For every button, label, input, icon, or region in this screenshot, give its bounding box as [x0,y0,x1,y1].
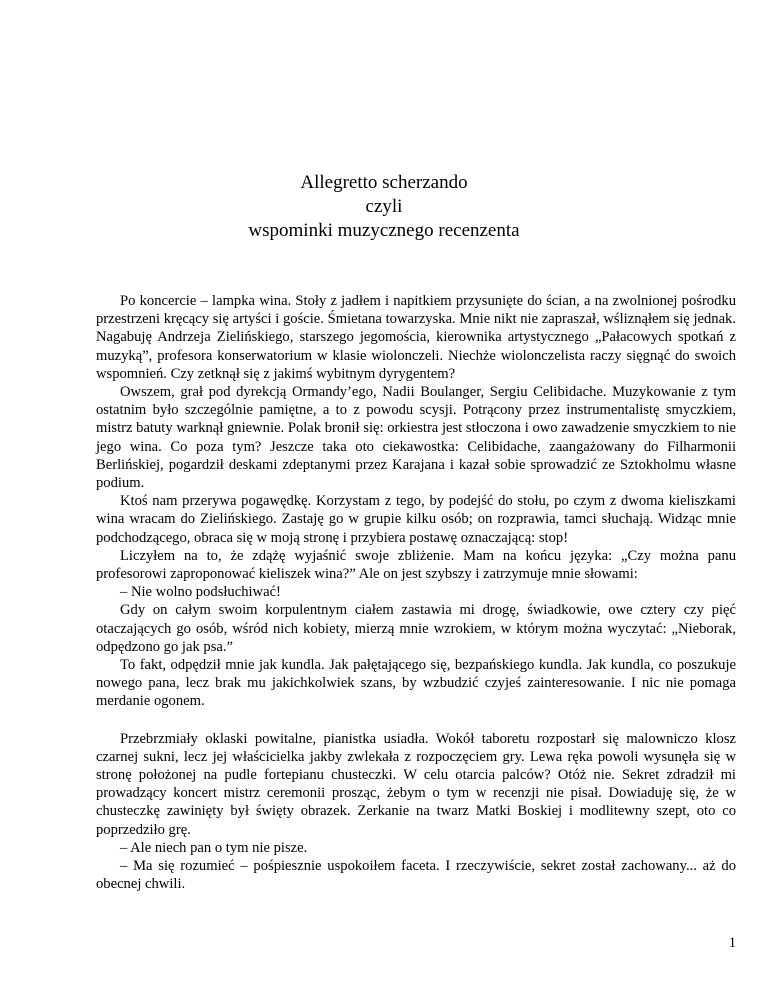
paragraph-8: Przebrzmiały oklaski powitalne, pianistka usiadła. Wokół taboretu rozpostarł się malowniczo klosz czarnej sukni, lecz jej właścicielka jakby zwlekała z rozpoczęciem gry. Lewa ręka powoli wysunęła się w stronę położonej na pudle fortepianu chusteczki. W celu otarcia palców? Otóż nie. Sekret zdradził mi prowadzący koncert mistrz ceremonii prosząc, żebym o tym w recenzji nie pisał. Dowiaduję się, że w chusteczkę zawinięty był święty obrazek. Zerkanie na twarz Matki Boskiej i modlitewny szept, oto co poprzedziło grę. [96,730,736,838]
title-line-2: czyli [365,196,403,217]
paragraph-3: Ktoś nam przerywa pogawędkę. Korzystam z tego, by podejść do stołu, po czym z dwoma kieliszkami wina wracam do Zielińskiego. Zastaję go w grupie kilku osób; on rozprawia, tamci słuchają. Widząc mnie podchodzącego, obraca się w moją stronę i przybiera postawę oznaczającą: stop! [96,493,736,546]
paragraph-1: Po koncercie – lampka wina. Stoły z jadłem i napitkiem przysunięte do ścian, a na zwolnionej pośrodku przestrzeni kręcący się artyści i goście. Śmietana towarzyska. Mnie nikt nie zapraszał, wśliznąłem się jednak. Nagabuję Andrzeja Zielińskiego, starszego jegomościa, kierownika artystycznego „Pałacowych spotkań z muzyką”, profesora konserwatorium w klasie wiolonczeli. Niechże wiolonczelista raczy sięgnąć do swoich wspomnień. Czy zetknął się z jakimś wybitnym dyrygentem? [96,293,736,382]
paragraph-4: Liczyłem na to, że zdążę wyjaśnić swoje zbliżenie. Mam na końcu języka: „Czy można panu profesorowi zaproponować kieliszek wina?” Ale on jest szybszy i zatrzymuje mnie słowami: [96,547,736,583]
paragraph-2: Owszem, grał pod dyrekcją Ormandy’ego, Nadii Boulanger, Sergiu Celibidache. Muzykowanie z tym ostatnim było szczególnie pamiętne, a to z powodu scysji. Potrącony przez instrumentalistę smyczkiem, mistrz batuty warknął gniewnie. Polak bronił się: orkiestra jest stłoczona i owo zawadzenie smyczkiem to nie jego wina. Co poza tym? Jeszcze taka oto ciekawostka: Celibidache, zaangażowany do Filharmonii Berlińskiej, pogardził deskami zdeptanymi przez Karajana i kazał sobie sprowadzić ze Sztokholmu własne podium. [96,384,736,492]
paragraph-10: – Ma się rozumieć – pośpiesznie uspokoiłem faceta. I rzeczywiście, sekret został zachowany... aż do obecnej chwili. [96,858,736,893]
document-title [0,171,768,243]
document-body [96,292,736,894]
title-line-3: wspominki muzycznego recenzenta [248,220,520,241]
paragraph-5: – Nie wolno podsłuchiwać! [120,584,281,601]
page-number: 1 [728,935,736,951]
paragraph-7: To fakt, odpędził mnie jak kundla. Jak pałętającego się, bezpańskiego kundla. Jak kundla, co poszukuje nowego pana, lecz brak mu jakichkolwiek szans, by wzbudzić czyjeś zainteresowanie. I nic nie pomaga merdanie ogonem. [96,657,736,710]
title-line-1: Allegretto scherzando [300,172,468,193]
paragraph-9: – Ale niech pan o tym nie pisze. [120,839,308,856]
paragraph-6: Gdy on całym swoim korpulentnym ciałem zastawia mi drogę, świadkowie, owe cztery czy pięć otaczających go osób, wśród nich kobiety, mierzą mnie wzrokiem, w którym można wyczytać: „Nieborak, odpędzono go jak psa.” [96,602,736,655]
